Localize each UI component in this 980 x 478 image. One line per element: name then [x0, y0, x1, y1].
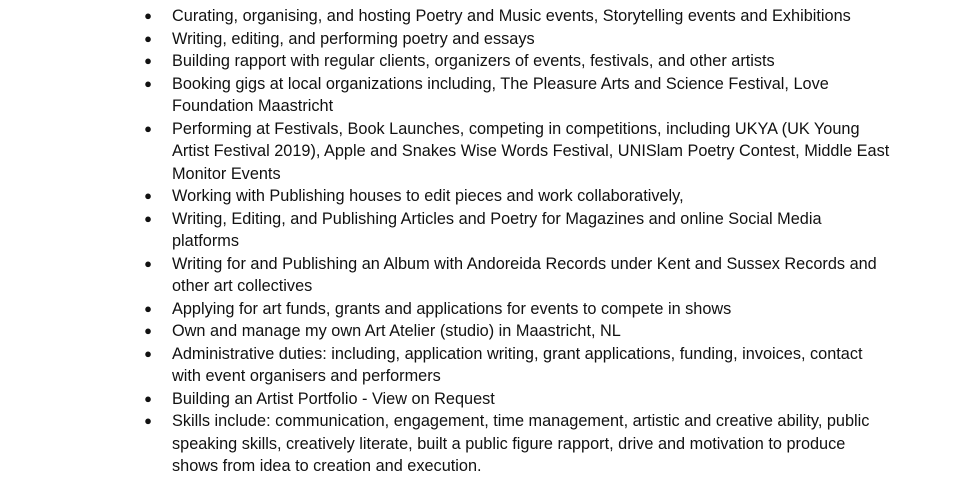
list-item [0, 410, 980, 478]
list-item-text: Administrative duties: including, application writing, grant applications, funding, invoices, contact with event organisers and performers [172, 344, 863, 385]
list-item-text: Booking gigs at local organizations including, The Pleasure Arts and Science Festival, Love Foundation Maastricht [172, 74, 829, 115]
bullet-icon: ● [144, 345, 152, 361]
list-item-text: Writing for and Publishing an Album with Andoreida Records under Kent and Sussex Records and other art collectives [172, 254, 877, 295]
bullet-icon: ● [144, 255, 152, 271]
list-item-text: Own and manage my own Art Atelier (studio) in Maastricht, NL [172, 322, 621, 340]
bullet-icon: ● [144, 210, 152, 226]
bullet-icon: ● [144, 300, 152, 316]
list-item [0, 185, 980, 208]
list-item-text: Curating, organising, and hosting Poetry and Music events, Storytelling events and Exhibitions [172, 7, 851, 25]
bullet-icon: ● [144, 323, 152, 338]
bullet-icon: ● [144, 30, 152, 46]
list-item [0, 5, 980, 28]
list-item [0, 343, 980, 388]
list-item [0, 28, 980, 51]
list-item [0, 320, 980, 343]
bullet-list [0, 5, 980, 478]
bullet-icon: ● [144, 120, 152, 136]
list-item-text: Applying for art funds, grants and applications for events to compete in shows [172, 299, 732, 318]
list-item-text: Skills include: communication, engagement, time management, artistic and creative ability, public speaking skills, creatively literate, built a public figure rapport, drive and motivation to produce shows from idea to creation and execution. [172, 412, 870, 475]
list-item-text: Writing, editing, and performing poetry and essays [172, 29, 535, 48]
list-item [0, 208, 980, 253]
list-item [0, 50, 980, 73]
list-item-text: Performing at Festivals, Book Launches, competing in competitions, including UKYA (UK Young Artist Festival 2019), Apple and Snakes Wise Words Festival, UNISlam Poetry Contest, Middle East Monitor Events [172, 119, 890, 183]
list-item-text: Working with Publishing houses to edit pieces and work collaboratively, [172, 187, 684, 205]
list-item [0, 388, 980, 411]
bullet-icon: ● [144, 390, 152, 406]
document-page [0, 5, 980, 478]
bullet-icon: ● [144, 75, 152, 91]
bullet-icon: ● [144, 413, 152, 428]
list-item-text: Writing, Editing, and Publishing Articles and Poetry for Magazines and online Social Media platforms [172, 209, 822, 250]
list-item [0, 73, 980, 118]
bullet-icon: ● [144, 188, 152, 203]
list-item [0, 118, 980, 186]
list-item-text: Building an Artist Portfolio - View on Request [172, 389, 495, 408]
list-item-text: Building rapport with regular clients, organizers of events, festivals, and other artists [172, 52, 775, 70]
list-item [0, 298, 980, 321]
bullet-icon: ● [144, 53, 152, 68]
bullet-icon: ● [144, 8, 152, 23]
list-item [0, 253, 980, 298]
